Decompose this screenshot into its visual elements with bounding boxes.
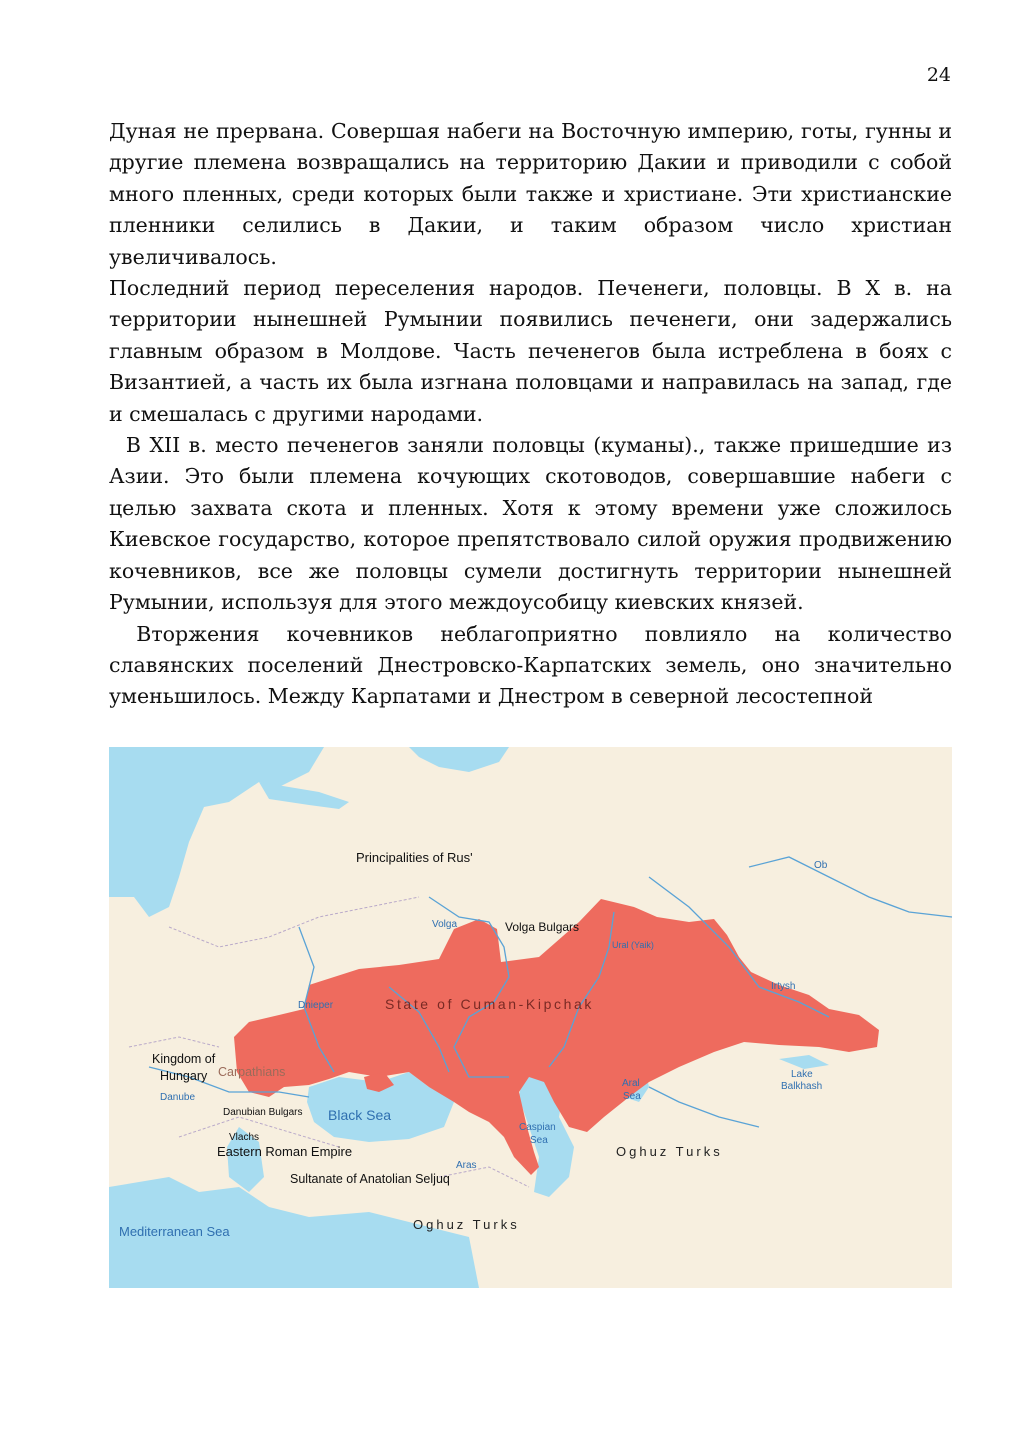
label-ural: Ural (Yaik) bbox=[612, 940, 654, 950]
label-carpathians: Carpathians bbox=[218, 1065, 286, 1079]
label-black-sea: Black Sea bbox=[328, 1107, 392, 1123]
label-volga-bulgars: Volga Bulgars bbox=[505, 920, 580, 934]
label-oghuz-turks-south: Oghuz Turks bbox=[413, 1217, 520, 1232]
label-hungary: Hungary bbox=[160, 1069, 208, 1083]
label-caspian-sea: Sea bbox=[530, 1135, 548, 1146]
label-danubian-bulgars: Danubian Bulgars bbox=[223, 1107, 303, 1118]
label-vlachs: Vlachs bbox=[229, 1132, 260, 1143]
historical-map bbox=[109, 747, 952, 1288]
label-volga: Volga bbox=[432, 919, 458, 930]
label-lake: Lake bbox=[791, 1069, 813, 1080]
label-kingdom-hungary: Kingdom of bbox=[152, 1052, 216, 1066]
paragraph: В XII в. место печенегов заняли половцы (куманы)., также пришедшие из Азии. Это были племена кочующих скотоводов, совершавшие набеги с целью захвата скота и пленных. Хотя к этому времени уже сложилось Киевское государство, которое препятствовало силой оружия продвижению кочевников, все же половцы сумели достигнуть территории нынешней Румынии, используя для этого междоусобицу киевских князей. bbox=[109, 433, 959, 615]
paragraph: Дуная не прервана. Совершая набеги на Восточную империю, готы, гунны и другие племена возвращались на территорию Дакии и приводили с собой много пленных, среди которых были также и христиане. Эти христианские пленники селились в Дакии, и таким образом число христиан увеличивалось. bbox=[109, 119, 952, 269]
label-aral: Aral bbox=[622, 1078, 640, 1089]
label-balkhash: Balkhash bbox=[781, 1081, 823, 1092]
label-seljuq: Sultanate of Anatolian Seljuq bbox=[290, 1172, 450, 1186]
page-number: 24 bbox=[926, 64, 951, 86]
label-dnieper: Dnieper bbox=[298, 1000, 334, 1011]
paragraph: Последний период переселения народов. Печенеги, половцы. В X в. на территории нынешней Румынии появились печенеги, они задержались главным образом в Молдове. Часть печенегов была истреблена в боях с Византией, а часть их была изгнана половцами и направилась на запад, где и смешалась с другими народами. bbox=[109, 276, 952, 426]
label-irtysh: Irtysh bbox=[771, 981, 796, 992]
label-caspian: Caspian bbox=[519, 1122, 556, 1133]
label-mediterranean-sea: Mediterranean Sea bbox=[119, 1224, 230, 1239]
label-eastern-roman-empire: Eastern Roman Empire bbox=[217, 1144, 353, 1159]
label-ob: Ob bbox=[814, 860, 828, 871]
label-rus: Principalities of Rus' bbox=[356, 850, 473, 865]
map-canvas bbox=[109, 747, 952, 1288]
label-state-cuman-kipchak: State of Cuman-Kipchak bbox=[385, 996, 594, 1012]
label-oghuz-turks-east: Oghuz Turks bbox=[616, 1144, 723, 1159]
label-danube: Danube bbox=[160, 1092, 196, 1103]
label-aras: Aras bbox=[456, 1160, 477, 1171]
body-text bbox=[109, 116, 959, 713]
paragraph: Вторжения кочевников неблагоприятно повлияло на количество славянских поселений Днестровско-Карпатских земель, оно значительно уменьшилось. Между Карпатами и Днестром в северной лесостепной bbox=[109, 621, 959, 709]
label-aral-sea: Sea bbox=[623, 1091, 641, 1102]
